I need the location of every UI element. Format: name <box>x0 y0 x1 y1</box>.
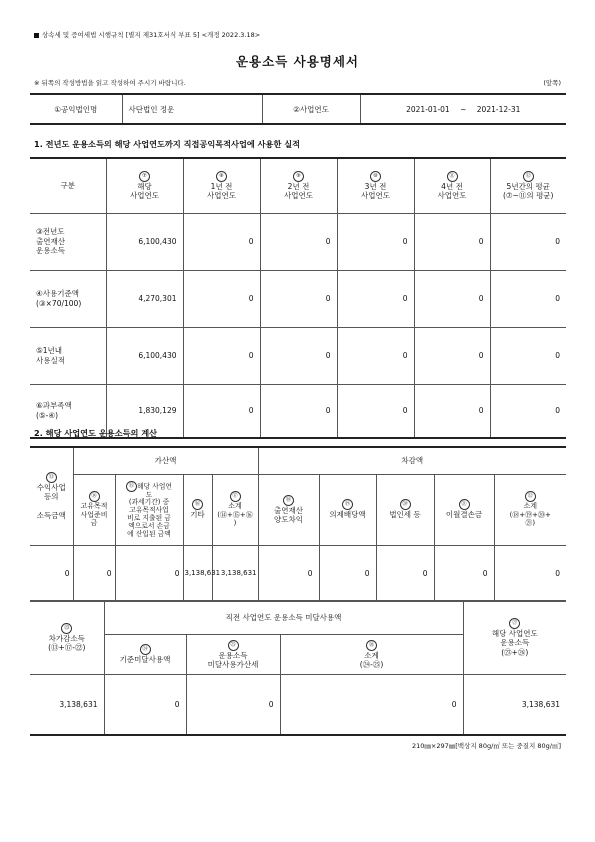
col-prior-subtotal <box>280 635 463 675</box>
col-5y-average <box>490 158 566 213</box>
section2-table-b <box>30 600 566 736</box>
table-cell: 0 <box>260 213 337 270</box>
col-label: 운용소득 미달사용가산세 <box>207 650 259 669</box>
col-label: 해당 사업연도 운용소득 (㉓+㉖) <box>491 628 538 657</box>
table-cell: 0 <box>337 384 414 438</box>
table-cell: 0 <box>104 675 186 735</box>
circled-number: ㉔ <box>140 644 151 655</box>
section2-title: 2. 해당 사업연도 운용소득의 계산 <box>34 428 158 438</box>
table-cell: 0 <box>186 675 280 735</box>
business-year-value <box>360 94 566 124</box>
table-cell: 0 <box>490 270 566 327</box>
circled-number: ㉗ <box>509 618 520 629</box>
year-to: 2021-12-31 <box>476 104 521 114</box>
col-under-use-penalty <box>186 635 280 675</box>
table-cell: 6,100,430 <box>106 213 183 270</box>
col-label: 차가감소득 (⑬+⑰-㉒) <box>48 633 86 652</box>
col-label: 2년 전 사업연도 <box>284 181 313 201</box>
table-cell: 3,138,631 <box>212 545 258 601</box>
col-label: 5년간의 평균 (⑦~⑪의 평균) <box>503 181 554 201</box>
table-cell: 0 <box>490 327 566 384</box>
table-cell: 0 <box>319 545 376 601</box>
col-corporate-tax <box>376 474 434 545</box>
col-4y-before <box>414 158 490 213</box>
table-cell: 0 <box>73 545 115 601</box>
circled-number: ⑭ <box>89 491 100 502</box>
table-cell: 0 <box>183 327 260 384</box>
table-cell: 3,138,631 <box>183 545 212 601</box>
col-label: 소계 (⑱+⑲+⑳+ ㉑) <box>509 501 551 528</box>
table-cell: 0 <box>30 545 73 601</box>
row-label: ③전년도 출연재산 운용소득 <box>30 213 106 270</box>
col-label: 출연재산 양도차익 <box>274 505 303 524</box>
table-cell: 0 <box>414 327 490 384</box>
add-group-header: 가산액 <box>73 447 258 474</box>
circled-number: ⑧ <box>216 171 227 182</box>
table-cell: 0 <box>376 545 434 601</box>
table-cell: 0 <box>183 270 260 327</box>
col-label: 1년 전 사업연도 <box>207 181 236 201</box>
table-cell: 0 <box>414 213 490 270</box>
circled-number: ⑪ <box>447 171 458 182</box>
table-cell: 0 <box>258 545 319 601</box>
paper-spec: 210㎜×297㎜[백상지 80g/㎡ 또는 중질지 80g/㎡] <box>411 742 561 750</box>
table-cell: 0 <box>183 213 260 270</box>
circled-number: ⑰ <box>230 491 241 502</box>
section1-title: 1. 전년도 운용소득의 해당 사업연도까지 직접공익목적사업에 사용한 실적 <box>34 139 301 149</box>
col-label: 법인세 등 <box>389 510 421 520</box>
col-label: 해당 사업연도 <box>130 181 159 201</box>
year-from: 2021-01-01 <box>406 104 450 114</box>
col-reserve <box>73 474 115 545</box>
prior-year-group-header: 직전 사업연도 운용소득 미달사용액 <box>104 601 463 635</box>
table-cell: 0 <box>183 384 260 438</box>
col-3y-before <box>337 158 414 213</box>
circled-number: ⑯ <box>192 499 203 510</box>
sub-group-header: 차감액 <box>258 447 566 474</box>
circled-number: ㉖ <box>366 640 377 651</box>
col-capital-gain <box>258 474 319 545</box>
col-label: 고유목적 사업준비 금 <box>80 501 108 528</box>
row-label: ⑥과부족액 (⑤-④) <box>30 384 106 438</box>
table-row <box>30 213 566 270</box>
table-cell: 0 <box>414 270 490 327</box>
table-cell: 0 <box>280 675 463 735</box>
circled-number: ⑫ <box>523 171 534 182</box>
table-cell: 0 <box>260 384 337 438</box>
circled-number: ⑦ <box>139 171 150 182</box>
business-year-label: ②사업연도 <box>262 94 360 124</box>
table-cell: 0 <box>434 545 494 601</box>
row-label: ④사용기준액 (③×70/100) <box>30 270 106 327</box>
table-row <box>30 270 566 327</box>
table-cell: 0 <box>260 327 337 384</box>
section1-header-row <box>30 158 566 213</box>
col-1y-before <box>183 158 260 213</box>
col-label: 의제배당액 <box>329 510 366 520</box>
table-cell: 0 <box>260 270 337 327</box>
circled-number: ⑱ <box>283 495 294 506</box>
col-income-amount <box>30 447 73 545</box>
section1-table <box>30 157 566 439</box>
col-label: 이월결손금 <box>445 510 483 520</box>
circled-number: ㉕ <box>228 640 239 651</box>
circled-number: ⑲ <box>342 499 353 510</box>
table-cell: 3,138,631 <box>463 675 566 735</box>
circled-number: ⑮ <box>126 481 137 492</box>
col-deemed-dividend <box>319 474 376 545</box>
circled-number: ⑩ <box>370 171 381 182</box>
col-current-operating-income <box>463 601 566 675</box>
col-expended-amount <box>115 474 183 545</box>
col-label: 기타 <box>190 510 205 520</box>
table-cell: 1,830,129 <box>106 384 183 438</box>
col-label: 소계 (㉔-㉕) <box>359 650 384 669</box>
col-label: 해당 사업연 도 (과세기간) 중 고유목적사업 비로 지출된 금 액으로서 손금 에 산입된 금액 <box>127 482 172 538</box>
circled-number: ㉓ <box>61 623 72 634</box>
circled-number: ⑳ <box>400 499 411 510</box>
col-label: 3년 전 사업연도 <box>361 181 390 201</box>
col-net-income <box>30 601 104 675</box>
instruction-note: ※ 뒤쪽의 작성방법을 읽고 작성하여 주시기 바랍니다. <box>34 79 186 87</box>
info-table <box>30 93 566 125</box>
table-row <box>30 327 566 384</box>
circled-number: ㉒ <box>525 491 536 502</box>
table-cell: 0 <box>115 545 183 601</box>
table-cell: 0 <box>337 213 414 270</box>
table-cell: 0 <box>490 384 566 438</box>
table-row <box>30 545 566 601</box>
square-bullet-icon <box>34 33 39 38</box>
circled-number: ㉑ <box>459 499 470 510</box>
table-cell: 0 <box>337 270 414 327</box>
col-gubun: 구분 <box>30 158 106 213</box>
table-cell: 4,270,301 <box>106 270 183 327</box>
table-cell: 0 <box>337 327 414 384</box>
col-under-use <box>104 635 186 675</box>
table-cell: 0 <box>494 545 566 601</box>
table-cell: 3,138,631 <box>30 675 104 735</box>
form-reference <box>34 30 260 39</box>
form-reference-text: 상속세 및 증여세법 시행규칙 [별지 제31호서식 부표 5] <개정 2022.3.18> <box>42 31 261 39</box>
col-label: 소계 (⑭+⑮+⑯ ) <box>217 501 253 528</box>
org-name-value: 사단법인 정운 <box>122 94 262 124</box>
col-other <box>183 474 212 545</box>
table-row <box>30 675 566 735</box>
col-add-subtotal <box>212 474 258 545</box>
circled-number: ⑬ <box>46 472 57 483</box>
org-name-label: ①공익법인명 <box>30 94 122 124</box>
page-side: (앞쪽) <box>543 79 561 87</box>
page-title: 운용소득 사용명세서 <box>235 54 360 69</box>
col-2y-before <box>260 158 337 213</box>
col-label: 기준미달사용액 <box>119 655 171 665</box>
table-cell: 0 <box>490 213 566 270</box>
col-loss-carryforward <box>434 474 494 545</box>
table-cell: 0 <box>414 384 490 438</box>
circled-number: ⑨ <box>293 171 304 182</box>
col-sub-subtotal <box>494 474 566 545</box>
section2-table-a <box>30 446 566 602</box>
col-label: 수익사업 등의 소득금액 <box>36 483 66 521</box>
year-tilde: ~ <box>460 104 467 114</box>
col-label: 4년 전 사업연도 <box>437 181 467 201</box>
col-current-year <box>106 158 183 213</box>
table-cell: 6,100,430 <box>106 327 183 384</box>
row-label: ⑤1년내 사용실적 <box>30 327 106 384</box>
